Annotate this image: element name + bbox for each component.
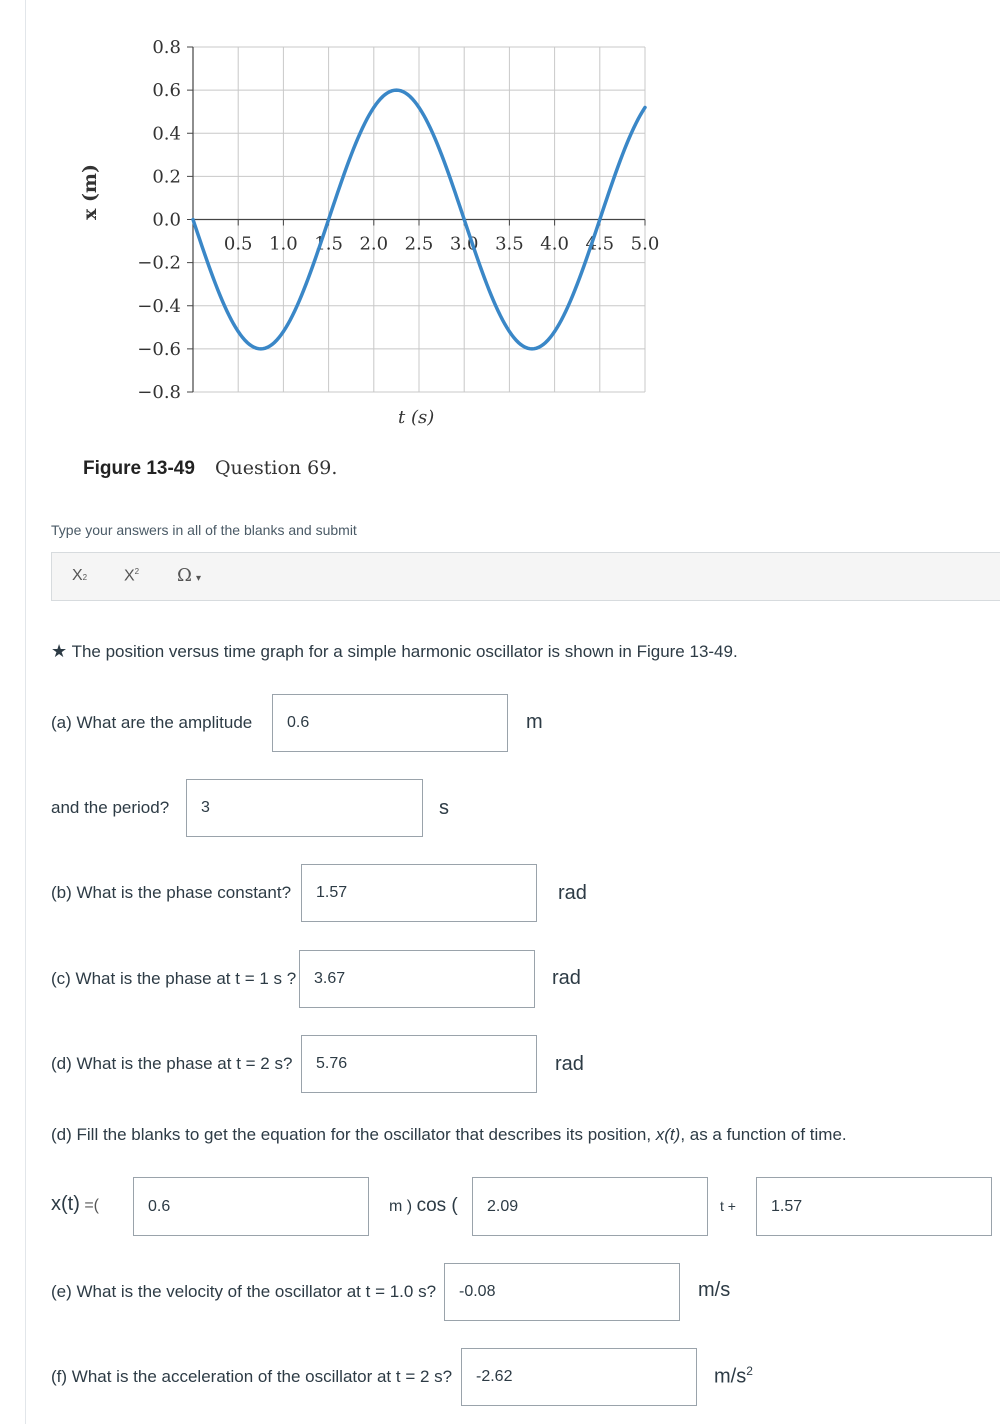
eq-m: m ): [389, 1198, 413, 1215]
y-tick-label: −0.4: [137, 295, 181, 317]
figure-caption: [83, 457, 337, 480]
equation-middle: [389, 1195, 458, 1217]
y-tick-label: −0.6: [137, 338, 181, 360]
superscript-button[interactable]: $X^2$: [124, 567, 140, 585]
d2-prefix: (d) Fill the blanks to get the equation for the oscillator that describes its position,: [51, 1125, 656, 1144]
omega-icon: Ω: [177, 565, 192, 586]
x-tick-label: 1.5: [314, 233, 343, 255]
x-tick-label: 1.0: [269, 233, 298, 255]
question-b-label: (b) What is the phase constant?: [51, 883, 292, 902]
question-c-label: (c) What is the phase at t = 1 s ?: [51, 969, 297, 988]
x-tick-label: 2.5: [404, 233, 434, 255]
velocity-input[interactable]: -0.08: [444, 1263, 680, 1321]
eq-lhs-text: x(t): [51, 1193, 80, 1215]
y-tick-label: 0.4: [152, 123, 181, 145]
y-tick-label: 0.2: [152, 166, 181, 188]
phase-constant-input[interactable]: 1.57: [301, 864, 537, 922]
caret-down-icon: ▾: [195, 573, 201, 584]
x-tick-label: 2.0: [359, 233, 389, 255]
x-tick-label: 4.5: [585, 233, 615, 255]
question-e-label: (e) What is the velocity of the oscillator at t = 1.0 s?: [51, 1282, 437, 1301]
equation-lhs: [51, 1193, 99, 1216]
question-d-label: (d) What is the phase at t = 2 s?: [51, 1054, 293, 1073]
question-d2-label: [51, 1125, 847, 1145]
eq-cos: cos (: [416, 1195, 458, 1216]
amplitude-input[interactable]: 0.6: [272, 694, 508, 752]
phase-constant-unit: rad: [558, 882, 587, 904]
y-axis-label: x (m): [79, 163, 101, 220]
eq-equals: =(: [79, 1197, 100, 1214]
special-characters-button[interactable]: [177, 565, 201, 586]
velocity-unit: m/s: [698, 1279, 731, 1301]
equation-t-plus: t +: [720, 1198, 736, 1214]
equation-omega-input[interactable]: 2.09: [472, 1177, 708, 1236]
period-input[interactable]: 3: [186, 779, 423, 837]
phase-t1-input[interactable]: 3.67: [299, 950, 535, 1008]
x-tick-label: 4.0: [540, 233, 569, 255]
y-tick-label: 0.6: [152, 80, 181, 102]
x-axis-label: t (s): [398, 407, 435, 428]
figure-number: Figure 13-49: [83, 458, 195, 479]
intro-sentence: The position versus time graph for a simple harmonic oscillator is shown in Figure 13-49.: [71, 642, 738, 661]
question-f-label: (f) What is the acceleration of the oscillator at t = 2 s?: [51, 1367, 453, 1386]
y-tick-label: −0.2: [137, 252, 181, 274]
formatting-toolbar: [51, 552, 1000, 601]
y-tick-label: 0.8: [152, 37, 181, 58]
question-a-label: (a) What are the amplitude: [51, 713, 253, 732]
subscript-button[interactable]: X2: [72, 567, 88, 584]
d2-var: x(t): [655, 1125, 681, 1144]
acceleration-unit-base: m/s: [714, 1365, 747, 1388]
figure-caption-text: Question 69.: [214, 457, 338, 479]
acceleration-input[interactable]: -2.62: [461, 1348, 697, 1406]
phase-t2-input[interactable]: 5.76: [301, 1035, 537, 1093]
x-tick-label: 3.5: [495, 233, 524, 255]
acceleration-unit: [714, 1364, 753, 1389]
x-tick-label: 5.0: [630, 233, 660, 255]
period-unit: s: [439, 797, 449, 819]
equation-amplitude-input[interactable]: 0.6: [133, 1177, 369, 1236]
y-tick-label: −0.8: [137, 382, 181, 403]
phase-t1-unit: rad: [552, 967, 581, 989]
d2-suffix: , as a function of time.: [680, 1125, 847, 1144]
y-tick-label: 0.0: [152, 209, 181, 231]
position-time-chart: [0, 0, 700, 440]
amplitude-unit: m: [526, 711, 543, 733]
phase-t2-unit: rad: [555, 1053, 584, 1075]
x-tick-label: 0.5: [223, 233, 253, 255]
star-icon: ★: [51, 641, 68, 661]
instructions: Type your answers in all of the blanks and submit: [51, 522, 357, 538]
equation-phase-input[interactable]: 1.57: [756, 1177, 992, 1236]
intro-text: [51, 641, 738, 662]
period-label: and the period?: [51, 798, 170, 817]
acceleration-unit-exp: 2: [746, 1364, 753, 1378]
x-tick-label: 3.0: [449, 233, 479, 255]
